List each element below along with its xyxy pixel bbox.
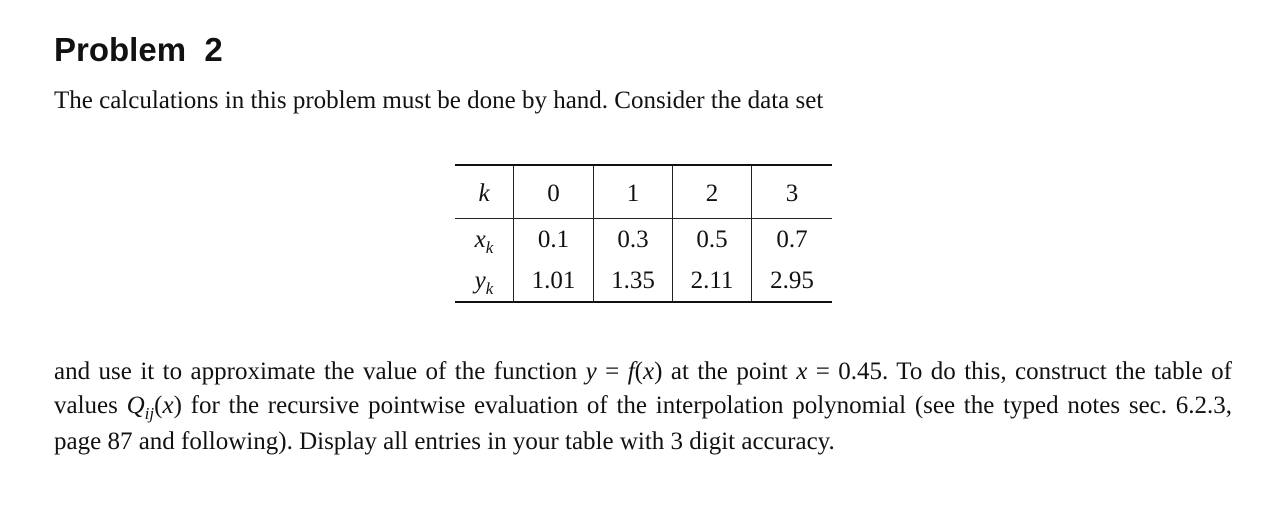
table-cell-y-1: 1.35: [594, 260, 673, 302]
table-cell-x-3: 0.7: [752, 219, 833, 261]
instruction-text-2: at the point: [662, 358, 797, 385]
table-cell-x-1: 0.3: [594, 219, 673, 261]
math-x: x: [642, 358, 655, 385]
math-paren-close: ): [654, 358, 663, 385]
instruction-text-1: and use it to approximate the value of the function: [54, 358, 586, 385]
row-label-y: [455, 260, 514, 302]
math-q-paren-close: ): [173, 392, 182, 419]
problem-intro: The calculations in this problem must be done by hand. Consider the data set: [54, 87, 824, 114]
math-point-value: 0.45: [838, 358, 883, 385]
math-paren-open: (: [634, 358, 643, 385]
table-row-k: [455, 165, 832, 219]
table-cell-y-3: 2.95: [752, 260, 833, 302]
instruction-text-3: . To do this, construct the table of values: [54, 358, 1232, 419]
table-cell-x-0: 0.1: [514, 219, 594, 261]
problem-instructions: [54, 355, 1232, 459]
problem-title: Problem 2: [54, 31, 223, 68]
table-cell-k-0: 0: [514, 165, 594, 219]
math-equals-point: =: [807, 358, 839, 385]
math-y: y: [585, 358, 597, 385]
q-notation: [126, 392, 182, 423]
row-label-k: [455, 165, 514, 219]
data-table: [455, 164, 832, 303]
math-f: f: [627, 358, 635, 385]
evaluation-point: [796, 358, 882, 385]
table-cell-k-2: 2: [673, 165, 752, 219]
math-equals: =: [596, 358, 628, 385]
function-equation: [586, 358, 663, 385]
k-symbol: k: [478, 180, 490, 207]
x-subscript: k: [485, 237, 494, 257]
row-label-x: [455, 219, 514, 261]
x-symbol: x: [474, 225, 486, 253]
table-row-y: [455, 260, 832, 302]
math-Q: Q: [126, 392, 145, 419]
table-cell-y-0: 1.01: [514, 260, 594, 302]
math-q-x: x: [162, 392, 174, 419]
y-subscript: k: [485, 278, 494, 298]
table-cell-k-3: 3: [752, 165, 833, 219]
instruction-text-4: for the recursive pointwise evaluation of the interpolation polynomial (see the typed notes sec. 6.2.3, page 87 and following). Display all entries in your table with 3 digit accuracy.: [54, 392, 1232, 455]
table-cell-y-2: 2.11: [673, 260, 752, 302]
math-Q-subscript: ij: [144, 404, 155, 423]
math-q-paren-open: (: [154, 392, 163, 419]
table-cell-x-2: 0.5: [673, 219, 752, 261]
y-symbol: y: [474, 266, 486, 294]
table-row-x: [455, 219, 832, 261]
table-cell-k-1: 1: [594, 165, 673, 219]
math-x-point: x: [796, 358, 808, 385]
